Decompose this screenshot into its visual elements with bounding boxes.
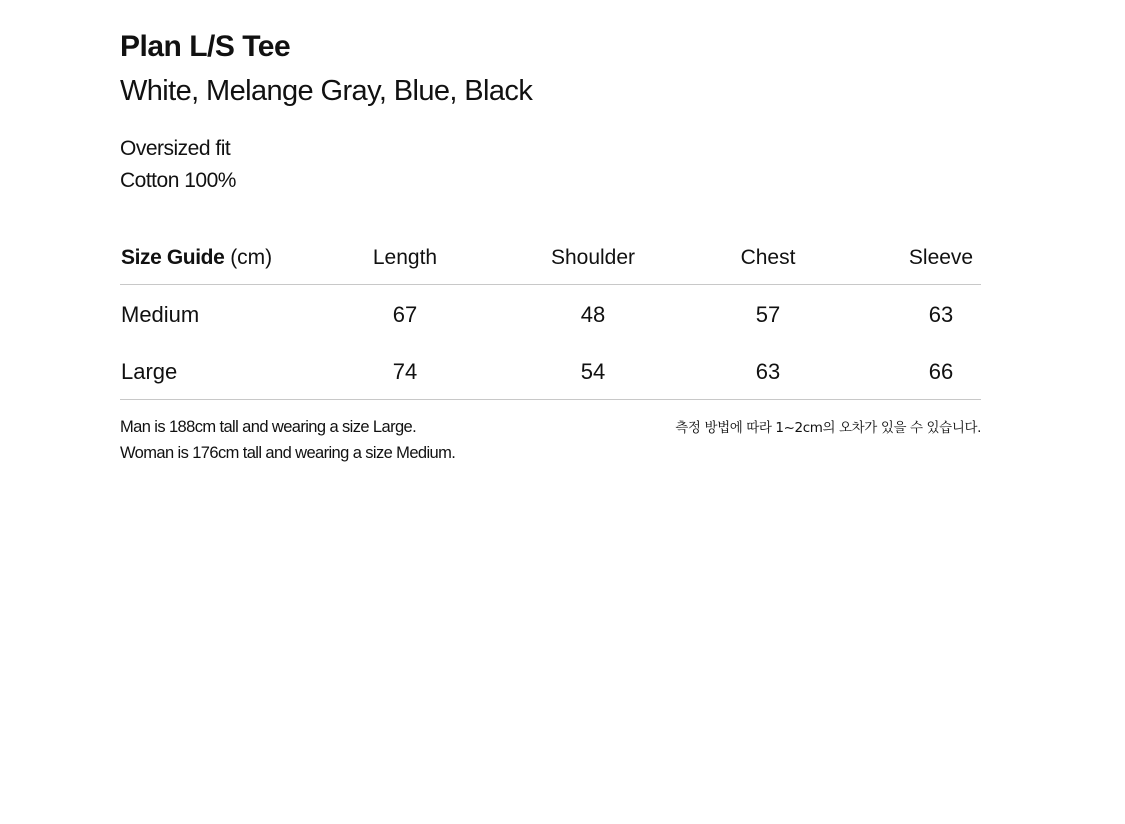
size-row-medium	[120, 285, 981, 342]
material-description: Cotton 100%	[120, 169, 236, 192]
medium-sleeve-value: 63	[928, 302, 954, 327]
column-header-shoulder: Shoulder	[550, 246, 636, 269]
large-shoulder-value: 54	[580, 359, 606, 384]
size-guide-label-unit: (cm)	[224, 246, 273, 269]
size-row-large	[120, 342, 981, 400]
size-guide-label	[121, 232, 272, 284]
product-title: Plan L/S Tee	[120, 30, 291, 63]
measurement-disclaimer: 측정 방법에 따라 1~2cm의 오차가 있을 수 있습니다.	[675, 420, 981, 436]
model-note-man: Man is 188cm tall and wearing a size Large.	[120, 418, 417, 436]
large-chest-value: 63	[755, 359, 781, 384]
column-header-length: Length	[372, 246, 438, 269]
large-sleeve-value: 66	[928, 359, 954, 384]
column-header-chest: Chest	[740, 246, 796, 269]
size-guide-table	[120, 232, 981, 400]
column-header-sleeve: Sleeve	[908, 246, 974, 269]
size-guide-header-row	[120, 232, 981, 285]
model-size-notes	[120, 414, 455, 466]
fit-description: Oversized fit	[120, 137, 231, 160]
medium-chest-value: 57	[755, 302, 781, 327]
large-length-value: 74	[392, 359, 418, 384]
size-guide-label-strong: Size Guide	[121, 246, 225, 269]
product-colors: White, Melange Gray, Blue, Black	[120, 75, 533, 107]
model-note-woman: Woman is 176cm tall and wearing a size Medium.	[120, 444, 456, 462]
size-label-large: Large	[121, 359, 178, 384]
medium-shoulder-value: 48	[580, 302, 606, 327]
medium-length-value: 67	[392, 302, 418, 327]
size-label-medium: Medium	[121, 302, 200, 327]
